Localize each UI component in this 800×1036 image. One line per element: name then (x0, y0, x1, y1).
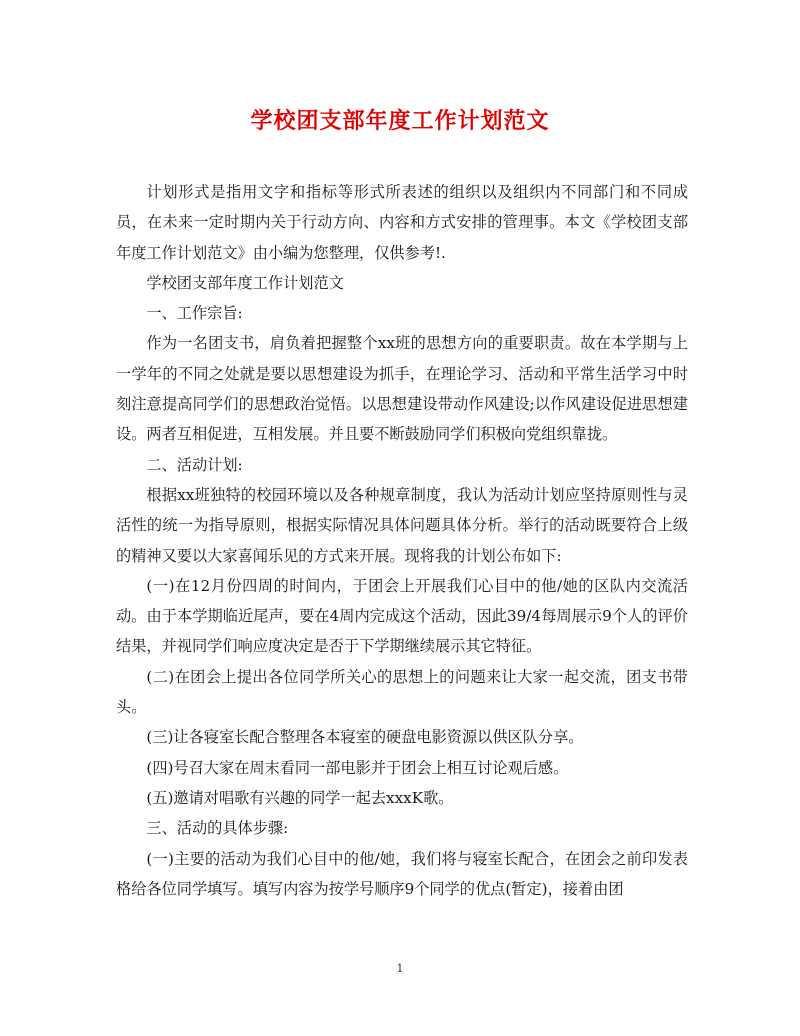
plan-item-1: (一)在12月份四周的时间内，于团会上开展我们心目中的他/她的区队内交流活动。由于本学期临近尾声，要在4周内完成这个活动，因此39/4每周展示9个人的评价结果，并视同学们响应度决定是否于下学期继续展示其它特征。 (116, 576, 688, 656)
plan-paragraph: 根据xx班独特的校园环境以及各种规章制度，我认为活动计划应坚持原则性与灵活性的统一为指导原则，根据实际情况具体问题具体分析。举行的活动既要符合上级的精神又要以大家喜闻乐见的方式来开展。现将我的计划公布如下: (116, 485, 688, 565)
section-heading-purpose: 一、工作宗旨: (146, 304, 243, 323)
plan-item-2: (二)在团会上提出各位同学所关心的思想上的问题来让大家一起交流，团支书带头。 (116, 667, 688, 717)
document-title: 学校团支部年度工作计划范文 (250, 108, 550, 134)
purpose-paragraph: 作为一名团支书，肩负着把握整个xx班的思想方向的重要职责。故在本学期与上一学年的不同之处就是要以思想建设为抓手，在理论学习、活动和平常生活学习中时刻注意提高同学们的思想政治觉悟。以思想建设带动作风建设;以作风建设促进思想建设。两者互相促进，互相发展。并且要不断鼓励同学们积极向党组织靠拢。 (116, 334, 688, 444)
plan-item-3: (三)让各寝室长配合整理各本寝室的硬盘电影资源以供区队分享。 (146, 728, 584, 747)
plan-item-4: (四)号召大家在周末看同一部电影并于团会上相互讨论观后感。 (146, 758, 569, 777)
document-body (116, 177, 688, 904)
intro-paragraph: 计划形式是指用文字和指标等形式所表述的组织以及组织内不同部门和不同成员，在未来一定时期内关于行动方向、内容和方式安排的管理事。本文《学校团支部年度工作计划范文》由小编为您整理，仅供参考!. (116, 183, 688, 262)
page-number: 1 (396, 962, 404, 975)
steps-item-1: (一)主要的活动为我们心目中的他/她，我们将与寝室长配合，在团会之前印发表格给各位同学填写。填写内容为按学号顺序9个同学的优点(暂定)，接着由团 (116, 849, 688, 898)
plan-item-5: (五)邀请对唱歌有兴趣的同学一起去xxxK歌。 (146, 788, 454, 807)
section-heading-plan: 二、活动计划: (146, 455, 243, 474)
section-heading-steps: 三、活动的具体步骤: (146, 819, 289, 838)
subtitle-line: 学校团支部年度工作计划范文 (146, 273, 344, 292)
